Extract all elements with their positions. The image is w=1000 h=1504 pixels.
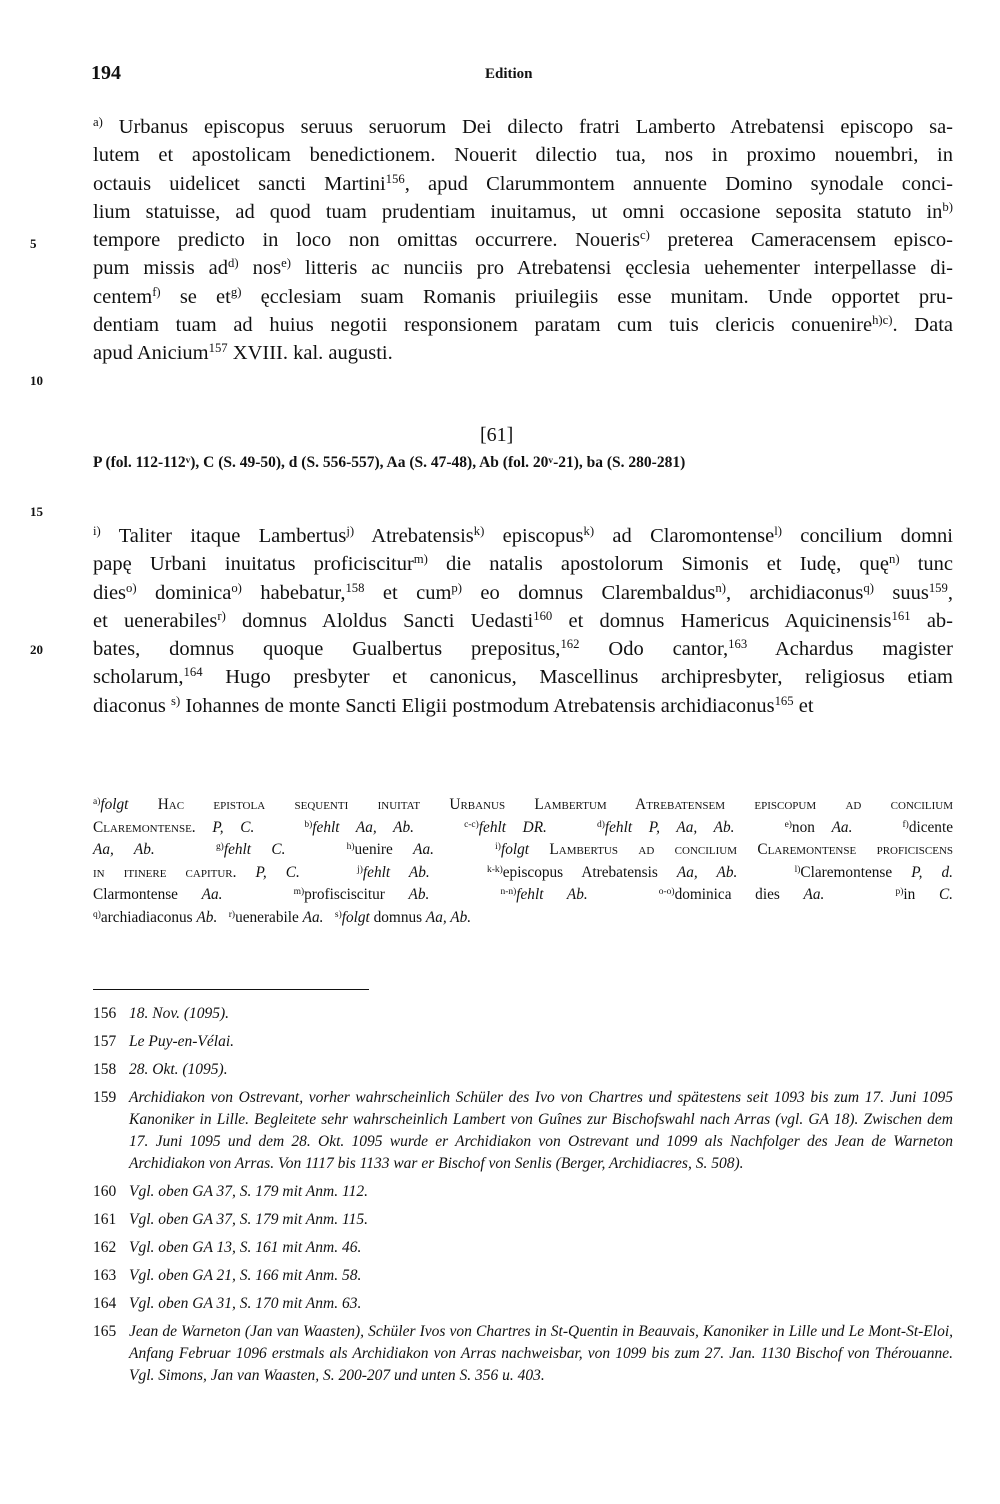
footnote-text: Jean de Warneton (Jan van Waasten), Schüler Ivos von Chartres in St-Quentin in Beauvais, Kanoniker in Lille und Le Mont-St-Eloi, Anfang Februar 1096 erstmals als Archidiakon von Arras nachweisbar, von 1099 bis zum 27. Jan. 1130 Bischof von Thérouanne. Vgl. Simons, Jan van Waasten, S. 200-207 und unten S. 356 u. 403. (129, 1323, 953, 1384)
footnote-marker: 165 (774, 693, 794, 708)
apparatus-text: profisciscitur (304, 886, 409, 903)
apparatus-marker: g) (215, 841, 224, 852)
apparatus-text: folgt (100, 796, 129, 813)
apparatus-marker: n) (888, 552, 900, 567)
text-line (93, 170, 953, 198)
apparatus-line (93, 907, 953, 930)
apparatus-text (547, 819, 597, 836)
text-segment: die natalis apostolorum Simonis et Iudę, quę (427, 553, 889, 576)
footnote-number: 163 (93, 1267, 117, 1284)
text-segment: ad Claromontense (594, 525, 775, 547)
text-segment: tempore predicto in loco non omittas occurrere. Noueris (93, 229, 641, 252)
text-segment: ab- (910, 609, 953, 632)
footnote-number: 156 (93, 1005, 117, 1022)
footnotes (93, 1003, 953, 1393)
footnote (93, 1087, 953, 1175)
text-segment: scholarum, (93, 666, 184, 689)
apparatus-line (93, 817, 953, 840)
apparatus-text (734, 819, 784, 836)
text-line (93, 113, 953, 141)
text-segment: et (793, 694, 814, 717)
footnote-marker: 157 (208, 341, 228, 356)
apparatus-text: Aa. (201, 886, 223, 903)
text-segment: Urbanus episcopus seruus seruorum Dei dilecto fratri Lamberto Atrebatensi episcopo sa- (102, 116, 953, 138)
apparatus-marker: f) (152, 284, 161, 299)
footnote-number: 162 (93, 1239, 117, 1256)
apparatus-marker: r) (217, 608, 226, 623)
apparatus-marker: i) (495, 841, 501, 852)
footnote (93, 1265, 953, 1287)
text-segment: habebatur, (241, 581, 346, 604)
apparatus-text: P, C. (212, 818, 255, 836)
text-segment: se et (160, 285, 231, 308)
apparatus-line (93, 839, 953, 862)
text-line (93, 226, 953, 254)
apparatus-marker: g) (230, 284, 242, 299)
text-segment: eo domnus Clarembaldus (462, 581, 716, 604)
footnote (93, 1031, 953, 1053)
apparatus-text: fehlt Aa, Ab. (312, 818, 414, 836)
footnote-number: 160 (93, 1183, 117, 1200)
footnote (93, 1237, 953, 1259)
apparatus-marker: b) (942, 199, 953, 214)
apparatus-line (93, 884, 953, 907)
footnote-text: Archidiakon von Ostrevant, vorher wahrscheinlich Schüler des Ivo von Chartres und spätestens seit 1093 bis zum 17. Juni 1095 Kanoniker in Lille. Begleitete sehr wahrscheinlich Lambert von Guînes zur Bischofswahl nach Arras (vgl. GA 18). Zwischen dem 17. Juni 1095 und dem 28. Okt. 1095 wurde er Archidiakon von Ostrevant und 1099 als Nachfolger des Jean de Warneton Archidiakon von Arras. Von 1117 bis 1133 war er Bischof von Senlis (Berger, Archidiacres, S. 508). (129, 1089, 953, 1172)
apparatus-marker: e) (281, 256, 291, 271)
apparatus-text: fehlt DR. (478, 818, 547, 836)
text-line (93, 283, 953, 311)
footnote-text: Vgl. oben GA 21, S. 166 mit Anm. 58. (129, 1267, 362, 1284)
text-segment: , apud Clarummontem annuente Domino synodale conci- (404, 172, 953, 195)
footnote-marker: 162 (560, 637, 580, 652)
text-segment: , archidiaconus (725, 581, 864, 604)
text-segment: , (947, 581, 953, 604)
text-segment: octauis uidelicet sancti Martini (93, 172, 386, 195)
apparatus-marker: p) (451, 580, 463, 595)
apparatus-text: in itinere capitur. (93, 863, 237, 881)
apparatus-marker: o) (126, 580, 137, 595)
apparatus-text (529, 841, 549, 858)
footnote (93, 1181, 953, 1203)
line-number: 5 (30, 236, 37, 251)
text-segment: litteris ac nunciis pro Atrebatensi ęcclesia uehementer interpellasse di- (290, 257, 953, 280)
apparatus-marker: c) (640, 228, 650, 243)
footnote-number: 164 (93, 1295, 117, 1312)
apparatus-marker: s) (171, 693, 181, 708)
apparatus-text: Aa. (803, 886, 825, 903)
apparatus-text: Ab. (408, 886, 430, 903)
apparatus-text: Aa. (831, 818, 853, 836)
apparatus-marker: h)c) (872, 313, 893, 328)
apparatus-marker: r) (228, 909, 236, 920)
apparatus-text: Aa, Ab. (425, 908, 472, 926)
footnote (93, 1321, 953, 1387)
apparatus-marker: o-o) (658, 886, 675, 897)
text-segment: papę Urbani inuitatus proficiscitur (93, 553, 414, 576)
text-segment: centem (93, 285, 153, 308)
text-segment: lutem et apostolicam benedictionem. Nouerit dilectio tua, nos in proximo nouembri, in (93, 144, 953, 167)
apparatus-text: Claremontense (800, 863, 912, 881)
line-number: 20 (30, 642, 43, 657)
page-number: 194 (91, 62, 121, 84)
footnote-number: 157 (93, 1033, 117, 1050)
text-line (93, 522, 953, 550)
text-line (93, 550, 953, 578)
text-segment: Odo cantor, (579, 638, 729, 661)
footnote-text: Vgl. oben GA 37, S. 179 mit Anm. 115. (129, 1211, 368, 1228)
apparatus-text: C. (938, 886, 953, 903)
apparatus-marker: s) (334, 909, 342, 920)
apparatus-marker: l) (794, 864, 801, 875)
text-segment: concilium domni (781, 525, 953, 547)
running-head: Edition (485, 66, 533, 82)
text-segment: apud Anicium (93, 342, 209, 365)
apparatus-marker: i) (93, 524, 101, 539)
footnote-number: 161 (93, 1211, 117, 1228)
apparatus-text: dicente (908, 818, 953, 836)
apparatus-marker: e) (784, 819, 792, 830)
apparatus-text (196, 819, 213, 836)
text-segment: diaconus (93, 694, 171, 717)
apparatus-marker: n) (715, 580, 726, 595)
text-segment: XVIII. kal. augusti. (227, 342, 393, 365)
footnote-number: 159 (93, 1089, 117, 1106)
apparatus-marker: f) (902, 819, 909, 830)
apparatus-text: Aa, Ab. (93, 841, 155, 858)
apparatus-marker: q) (863, 580, 874, 595)
footnote-text: 18. Nov. (1095). (129, 1005, 230, 1022)
text-segment: et uenerabiles (93, 609, 218, 632)
footnote-marker: 156 (385, 171, 405, 186)
text-segment: Achardus magister (747, 638, 953, 661)
apparatus-line (93, 862, 953, 885)
text-segment: preterea Cameracensem episco- (649, 229, 953, 252)
apparatus-marker: k) (473, 524, 485, 539)
footnote-text: 28. Okt. (1095). (129, 1061, 228, 1078)
text-segment: et cum (364, 581, 452, 604)
apparatus-text: Aa. (413, 841, 434, 858)
apparatus-text (300, 864, 357, 881)
apparatus-text: episcopus Atrebatensis (502, 863, 677, 881)
apparatus-text (430, 864, 487, 881)
apparatus-text: fehlt P, Aa, Ab. (604, 818, 735, 836)
text-line (93, 663, 953, 691)
letter-text (93, 113, 953, 368)
text-line (93, 339, 953, 367)
text-segment: Iohannes de monte Sancti Eligii postmodum Atrebatensis archidiaconus (180, 694, 775, 717)
apparatus-marker: a) (93, 115, 103, 130)
text-segment: dominica (136, 581, 232, 604)
text-segment: pum missis ad (93, 257, 229, 280)
text-segment: lium statuisse, ad quod tuam prudentiam inuitamus, ut omni occasione seposita statuto in (93, 200, 943, 223)
apparatus-marker: a) (93, 796, 101, 807)
apparatus-text: folgt (500, 841, 529, 858)
footnote-marker: 164 (183, 665, 203, 680)
apparatus-text (217, 909, 228, 926)
apparatus-marker: d) (597, 819, 605, 830)
apparatus-marker: b) (304, 819, 313, 830)
text-line (93, 311, 953, 339)
apparatus-text: fehlt Ab. (362, 863, 430, 881)
apparatus-text: uenire (354, 841, 414, 858)
apparatus-text: uenerabile (235, 908, 303, 926)
apparatus-text: folgt (341, 908, 370, 926)
apparatus-marker: j) (346, 524, 355, 539)
apparatus-text: fehlt Ab. (516, 886, 588, 903)
line-number: 15 (30, 504, 43, 519)
footnote-text: Vgl. oben GA 13, S. 161 mit Anm. 46. (129, 1239, 362, 1256)
apparatus-text (285, 841, 346, 858)
text-segment: domnus Aloldus Sancti Uedasti (225, 609, 534, 632)
footnote-divider (93, 989, 369, 990)
apparatus-text: Hac epistola sequenti inuitat Urbanus Lambertum Atrebatensem episcopum ad concilium (157, 796, 954, 813)
text-segment: dies (93, 581, 127, 604)
apparatus-marker: m) (293, 886, 305, 897)
footnote-number: 158 (93, 1061, 117, 1078)
apparatus-text: in (903, 886, 939, 903)
apparatus-marker: k-k) (486, 864, 503, 875)
text-line (93, 198, 953, 226)
apparatus-text (588, 886, 659, 903)
text-segment: dentiam tuam ad huius negotii responsionem paratam cum tuis clericis conuenire (93, 314, 873, 337)
apparatus-marker: p) (895, 886, 904, 897)
apparatus-text: archiadiaconus (100, 908, 197, 926)
text-segment: bates, domnus quoque Gualbertus prepositus, (93, 638, 561, 661)
text-line (93, 579, 953, 607)
apparatus-text: domnus (369, 908, 426, 926)
apparatus-text: Claremontense. (93, 818, 196, 836)
footnote-marker: 159 (928, 580, 948, 595)
text-segment: Hugo presbyter et canonicus, Mascellinus archipresbyter, religiosus etiam (202, 666, 953, 689)
apparatus-marker: n-n) (500, 886, 517, 897)
footnote-marker: 163 (728, 637, 748, 652)
apparatus-marker: o) (231, 580, 242, 595)
apparatus-text: Lambertus ad concilium Claremontense proficiscens (549, 841, 954, 858)
footnote (93, 1209, 953, 1231)
apparatus-text: fehlt C. (223, 841, 286, 858)
apparatus-marker: h) (346, 841, 355, 852)
apparatus-text (223, 886, 294, 903)
footnote-marker: 161 (891, 608, 911, 623)
manuscript-witnesses: P (fol. 112-112ᵛ), C (S. 49-50), d (S. 556-557), Aa (S. 47-48), Ab (fol. 20ᵛ-21), ba (S. 280-281) (93, 454, 686, 471)
apparatus-text: Clarmontense (93, 886, 202, 903)
text-line (93, 635, 953, 663)
apparatus-text (128, 796, 157, 813)
apparatus-text: Ab. (196, 908, 218, 926)
footnote (93, 1003, 953, 1025)
apparatus-text: Aa. (302, 908, 324, 926)
text-segment: suus (873, 581, 929, 604)
apparatus-marker: l) (774, 524, 782, 539)
footnote-number: 165 (93, 1323, 117, 1340)
text-line (93, 607, 953, 635)
document-number: [61] (480, 424, 514, 446)
apparatus-marker: q) (93, 909, 101, 920)
footnote-text: Le Puy-en-Vélai. (129, 1033, 235, 1050)
line-number: 10 (30, 373, 43, 388)
apparatus-text (434, 841, 495, 858)
text-segment: Taliter itaque Lambertus (100, 525, 347, 547)
apparatus-text (323, 909, 334, 926)
apparatus-text: dominica dies (674, 886, 804, 903)
narrative-text (93, 522, 953, 720)
apparatus-marker: c-c) (464, 819, 479, 830)
apparatus-marker: k) (583, 524, 595, 539)
apparatus-marker: d) (228, 256, 239, 271)
footnote-text: Vgl. oben GA 37, S. 179 mit Anm. 112. (129, 1183, 368, 1200)
apparatus-marker: j) (357, 864, 363, 875)
apparatus-text (236, 864, 255, 881)
text-line (93, 141, 953, 169)
apparatus-text: non (791, 818, 832, 836)
apparatus-text (737, 864, 794, 881)
apparatus-text (852, 819, 902, 836)
footnote (93, 1293, 953, 1315)
text-segment: nos (238, 257, 282, 280)
apparatus-text: P, C. (255, 863, 300, 881)
apparatus-text (155, 841, 216, 858)
apparatus-text (429, 886, 500, 903)
apparatus-text: P, d. (911, 863, 954, 881)
text-segment: Atrebatensis (354, 525, 474, 547)
apparatus-text: Aa, Ab. (676, 863, 738, 881)
footnote-text: Vgl. oben GA 31, S. 170 mit Anm. 63. (129, 1295, 362, 1312)
apparatus-marker: m) (413, 552, 428, 567)
text-segment: ęcclesiam suam Romanis priuilegiis esse munitam. Unde opportet pru- (241, 285, 953, 308)
apparatus-text (414, 819, 464, 836)
footnote-marker: 160 (533, 608, 553, 623)
footnote (93, 1059, 953, 1081)
critical-apparatus (93, 794, 953, 929)
text-line (93, 254, 953, 282)
text-segment: et domnus Hamericus Aquicinensis (552, 609, 892, 632)
text-line (93, 692, 953, 720)
footnote-marker: 158 (345, 580, 365, 595)
apparatus-text (824, 886, 895, 903)
apparatus-line (93, 794, 953, 817)
text-segment: . Data (892, 314, 953, 337)
text-segment: tunc (899, 553, 953, 576)
text-segment: episcopus (484, 525, 584, 547)
apparatus-text (254, 819, 304, 836)
